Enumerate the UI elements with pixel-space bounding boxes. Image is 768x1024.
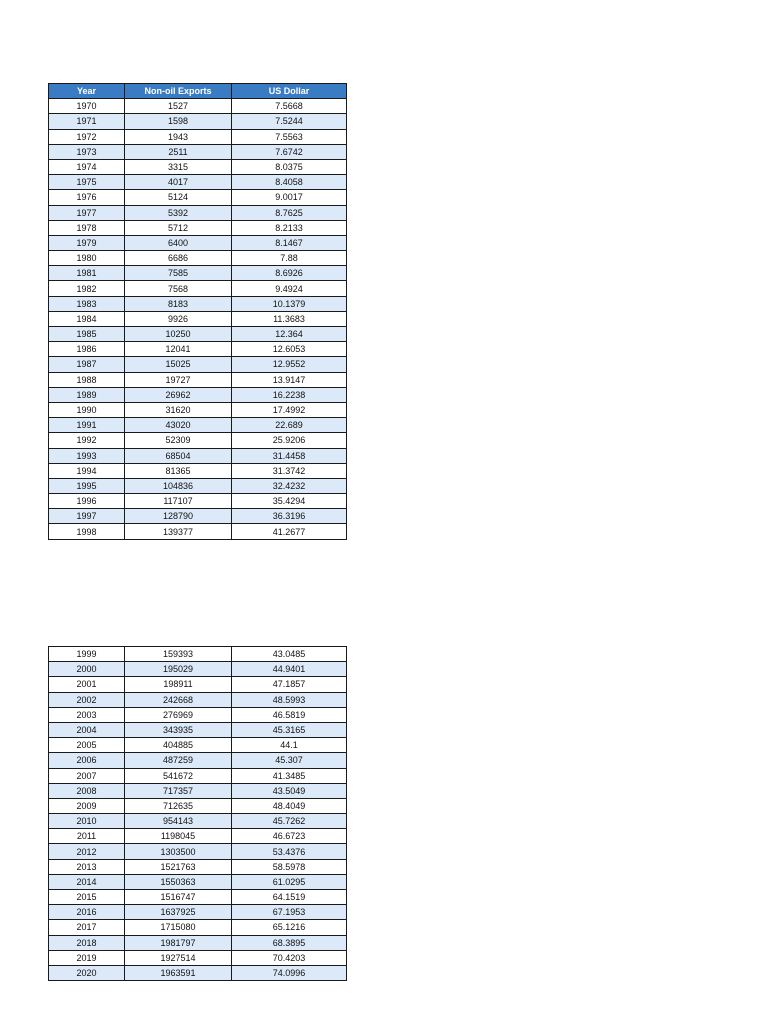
- cell-year: 1997: [49, 509, 125, 524]
- cell-non-oil-exports: 139377: [125, 524, 232, 539]
- cell-non-oil-exports: 43020: [125, 418, 232, 433]
- cell-non-oil-exports: 68504: [125, 448, 232, 463]
- cell-year: 1976: [49, 190, 125, 205]
- table-row: [49, 175, 347, 190]
- table-row: [49, 798, 347, 813]
- cell-us-dollar: 7.6742: [232, 144, 347, 159]
- cell-non-oil-exports: 7585: [125, 266, 232, 281]
- table-row: [49, 448, 347, 463]
- cell-us-dollar: 64.1519: [232, 890, 347, 905]
- cell-us-dollar: 35.4294: [232, 494, 347, 509]
- cell-us-dollar: 7.5668: [232, 99, 347, 114]
- table-row: [49, 296, 347, 311]
- cell-year: 2017: [49, 920, 125, 935]
- cell-non-oil-exports: 1963591: [125, 965, 232, 980]
- cell-year: 1995: [49, 478, 125, 493]
- cell-year: 1983: [49, 296, 125, 311]
- cell-year: 1978: [49, 220, 125, 235]
- cell-us-dollar: 17.4992: [232, 402, 347, 417]
- cell-us-dollar: 70.4203: [232, 950, 347, 965]
- table-row: [49, 281, 347, 296]
- cell-year: 1996: [49, 494, 125, 509]
- cell-non-oil-exports: 541672: [125, 768, 232, 783]
- cell-non-oil-exports: 1198045: [125, 829, 232, 844]
- cell-year: 1987: [49, 357, 125, 372]
- cell-us-dollar: 41.2677: [232, 524, 347, 539]
- cell-year: 2019: [49, 950, 125, 965]
- cell-non-oil-exports: 6686: [125, 251, 232, 266]
- cell-us-dollar: 44.9401: [232, 662, 347, 677]
- cell-us-dollar: 31.4458: [232, 448, 347, 463]
- cell-non-oil-exports: 1550363: [125, 874, 232, 889]
- table-row: [49, 387, 347, 402]
- cell-year: 2012: [49, 844, 125, 859]
- cell-non-oil-exports: 242668: [125, 692, 232, 707]
- cell-non-oil-exports: 9926: [125, 311, 232, 326]
- cell-us-dollar: 9.0017: [232, 190, 347, 205]
- cell-us-dollar: 48.5993: [232, 692, 347, 707]
- cell-us-dollar: 7.5563: [232, 129, 347, 144]
- data-table-part-1: [48, 83, 347, 540]
- cell-us-dollar: 58.5978: [232, 859, 347, 874]
- cell-non-oil-exports: 404885: [125, 738, 232, 753]
- cell-year: 1973: [49, 144, 125, 159]
- header-year: Year: [49, 84, 125, 99]
- table-row: [49, 950, 347, 965]
- cell-non-oil-exports: 159393: [125, 647, 232, 662]
- table-row: [49, 829, 347, 844]
- cell-year: 1998: [49, 524, 125, 539]
- cell-year: 2007: [49, 768, 125, 783]
- cell-non-oil-exports: 117107: [125, 494, 232, 509]
- cell-non-oil-exports: 1927514: [125, 950, 232, 965]
- cell-year: 2018: [49, 935, 125, 950]
- table-row: [49, 205, 347, 220]
- cell-us-dollar: 12.364: [232, 327, 347, 342]
- table-row: [49, 494, 347, 509]
- cell-non-oil-exports: 717357: [125, 783, 232, 798]
- cell-year: 2015: [49, 890, 125, 905]
- cell-year: 1993: [49, 448, 125, 463]
- cell-us-dollar: 7.88: [232, 251, 347, 266]
- cell-non-oil-exports: 4017: [125, 175, 232, 190]
- cell-us-dollar: 11.3683: [232, 311, 347, 326]
- table-row: [49, 463, 347, 478]
- table-row: [49, 327, 347, 342]
- cell-non-oil-exports: 3315: [125, 159, 232, 174]
- cell-year: 2011: [49, 829, 125, 844]
- cell-us-dollar: 61.0295: [232, 874, 347, 889]
- cell-us-dollar: 43.5049: [232, 783, 347, 798]
- table-row: [49, 890, 347, 905]
- cell-year: 2009: [49, 798, 125, 813]
- table-row: [49, 783, 347, 798]
- cell-non-oil-exports: 198911: [125, 677, 232, 692]
- table-row: [49, 859, 347, 874]
- table-row: [49, 707, 347, 722]
- cell-year: 2010: [49, 814, 125, 829]
- table-row: [49, 662, 347, 677]
- cell-non-oil-exports: 276969: [125, 707, 232, 722]
- table-row: [49, 965, 347, 980]
- table-row: [49, 874, 347, 889]
- cell-us-dollar: 13.9147: [232, 372, 347, 387]
- cell-us-dollar: 8.1467: [232, 235, 347, 250]
- cell-year: 2002: [49, 692, 125, 707]
- data-table-part-2: [48, 646, 347, 981]
- table-row: [49, 251, 347, 266]
- cell-year: 1989: [49, 387, 125, 402]
- cell-us-dollar: 36.3196: [232, 509, 347, 524]
- cell-non-oil-exports: 1527: [125, 99, 232, 114]
- cell-year: 1991: [49, 418, 125, 433]
- cell-non-oil-exports: 6400: [125, 235, 232, 250]
- cell-us-dollar: 47.1857: [232, 677, 347, 692]
- header-us-dollar: US Dollar: [232, 84, 347, 99]
- cell-us-dollar: 7.5244: [232, 114, 347, 129]
- cell-non-oil-exports: 5124: [125, 190, 232, 205]
- cell-year: 1999: [49, 647, 125, 662]
- header-row: [49, 84, 347, 99]
- cell-us-dollar: 45.3165: [232, 722, 347, 737]
- cell-non-oil-exports: 10250: [125, 327, 232, 342]
- cell-non-oil-exports: 1715080: [125, 920, 232, 935]
- cell-year: 1977: [49, 205, 125, 220]
- cell-year: 1981: [49, 266, 125, 281]
- cell-non-oil-exports: 1303500: [125, 844, 232, 859]
- cell-year: 2013: [49, 859, 125, 874]
- cell-us-dollar: 65.1216: [232, 920, 347, 935]
- cell-us-dollar: 46.6723: [232, 829, 347, 844]
- table-row: [49, 114, 347, 129]
- cell-year: 2000: [49, 662, 125, 677]
- cell-year: 1979: [49, 235, 125, 250]
- cell-year: 1972: [49, 129, 125, 144]
- table-row: [49, 722, 347, 737]
- cell-non-oil-exports: 8183: [125, 296, 232, 311]
- cell-us-dollar: 25.9206: [232, 433, 347, 448]
- cell-us-dollar: 31.3742: [232, 463, 347, 478]
- cell-us-dollar: 46.5819: [232, 707, 347, 722]
- cell-non-oil-exports: 712635: [125, 798, 232, 813]
- cell-year: 2016: [49, 905, 125, 920]
- cell-non-oil-exports: 128790: [125, 509, 232, 524]
- cell-us-dollar: 45.7262: [232, 814, 347, 829]
- cell-us-dollar: 45.307: [232, 753, 347, 768]
- cell-us-dollar: 67.1953: [232, 905, 347, 920]
- table-row: [49, 129, 347, 144]
- table-row: [49, 418, 347, 433]
- cell-us-dollar: 68.3895: [232, 935, 347, 950]
- table-row: [49, 402, 347, 417]
- cell-us-dollar: 12.9552: [232, 357, 347, 372]
- header-non-oil-exports: Non-oil Exports: [125, 84, 232, 99]
- cell-year: 2005: [49, 738, 125, 753]
- cell-year: 1980: [49, 251, 125, 266]
- table-row: [49, 266, 347, 281]
- cell-non-oil-exports: 487259: [125, 753, 232, 768]
- cell-us-dollar: 8.6926: [232, 266, 347, 281]
- cell-non-oil-exports: 81365: [125, 463, 232, 478]
- table-row: [49, 433, 347, 448]
- cell-year: 2001: [49, 677, 125, 692]
- table-row: [49, 235, 347, 250]
- table-row: [49, 905, 347, 920]
- cell-year: 1994: [49, 463, 125, 478]
- cell-non-oil-exports: 1516747: [125, 890, 232, 905]
- table-row: [49, 144, 347, 159]
- cell-non-oil-exports: 1521763: [125, 859, 232, 874]
- table-row: [49, 159, 347, 174]
- table-row: [49, 509, 347, 524]
- cell-year: 1975: [49, 175, 125, 190]
- cell-us-dollar: 44.1: [232, 738, 347, 753]
- cell-us-dollar: 9.4924: [232, 281, 347, 296]
- cell-year: 1984: [49, 311, 125, 326]
- cell-us-dollar: 8.4058: [232, 175, 347, 190]
- cell-non-oil-exports: 2511: [125, 144, 232, 159]
- table-row: [49, 190, 347, 205]
- cell-non-oil-exports: 1981797: [125, 935, 232, 950]
- table-row: [49, 920, 347, 935]
- cell-non-oil-exports: 7568: [125, 281, 232, 296]
- table-row: [49, 220, 347, 235]
- table-row: [49, 99, 347, 114]
- table-row: [49, 738, 347, 753]
- cell-non-oil-exports: 343935: [125, 722, 232, 737]
- cell-non-oil-exports: 19727: [125, 372, 232, 387]
- cell-non-oil-exports: 31620: [125, 402, 232, 417]
- cell-year: 1988: [49, 372, 125, 387]
- table-row: [49, 478, 347, 493]
- cell-non-oil-exports: 26962: [125, 387, 232, 402]
- cell-non-oil-exports: 5712: [125, 220, 232, 235]
- table-row: [49, 677, 347, 692]
- cell-us-dollar: 22.689: [232, 418, 347, 433]
- cell-non-oil-exports: 1943: [125, 129, 232, 144]
- cell-year: 1970: [49, 99, 125, 114]
- cell-year: 2003: [49, 707, 125, 722]
- cell-us-dollar: 43.0485: [232, 647, 347, 662]
- cell-non-oil-exports: 5392: [125, 205, 232, 220]
- cell-year: 1974: [49, 159, 125, 174]
- cell-non-oil-exports: 1598: [125, 114, 232, 129]
- cell-year: 2006: [49, 753, 125, 768]
- cell-us-dollar: 48.4049: [232, 798, 347, 813]
- table-row: [49, 935, 347, 950]
- cell-year: 1971: [49, 114, 125, 129]
- cell-us-dollar: 74.0996: [232, 965, 347, 980]
- table-row: [49, 768, 347, 783]
- cell-year: 1992: [49, 433, 125, 448]
- cell-us-dollar: 10.1379: [232, 296, 347, 311]
- table-row: [49, 311, 347, 326]
- table-row: [49, 357, 347, 372]
- cell-us-dollar: 53.4376: [232, 844, 347, 859]
- table-body-part-2: [49, 647, 347, 981]
- table-row: [49, 753, 347, 768]
- cell-year: 1982: [49, 281, 125, 296]
- table-row: [49, 372, 347, 387]
- table-row: [49, 524, 347, 539]
- cell-non-oil-exports: 52309: [125, 433, 232, 448]
- cell-us-dollar: 8.0375: [232, 159, 347, 174]
- cell-us-dollar: 41.3485: [232, 768, 347, 783]
- table-row: [49, 692, 347, 707]
- cell-year: 2014: [49, 874, 125, 889]
- table-body-part-1: [49, 99, 347, 539]
- cell-year: 1986: [49, 342, 125, 357]
- cell-year: 2004: [49, 722, 125, 737]
- cell-us-dollar: 16.2238: [232, 387, 347, 402]
- cell-non-oil-exports: 12041: [125, 342, 232, 357]
- cell-us-dollar: 8.7625: [232, 205, 347, 220]
- cell-non-oil-exports: 104836: [125, 478, 232, 493]
- table-row: [49, 844, 347, 859]
- cell-us-dollar: 12.6053: [232, 342, 347, 357]
- cell-us-dollar: 32.4232: [232, 478, 347, 493]
- cell-non-oil-exports: 195029: [125, 662, 232, 677]
- cell-non-oil-exports: 15025: [125, 357, 232, 372]
- cell-us-dollar: 8.2133: [232, 220, 347, 235]
- cell-year: 2008: [49, 783, 125, 798]
- cell-non-oil-exports: 954143: [125, 814, 232, 829]
- table-row: [49, 814, 347, 829]
- cell-year: 2020: [49, 965, 125, 980]
- table-row: [49, 342, 347, 357]
- cell-year: 1985: [49, 327, 125, 342]
- cell-year: 1990: [49, 402, 125, 417]
- table-row: [49, 647, 347, 662]
- cell-non-oil-exports: 1637925: [125, 905, 232, 920]
